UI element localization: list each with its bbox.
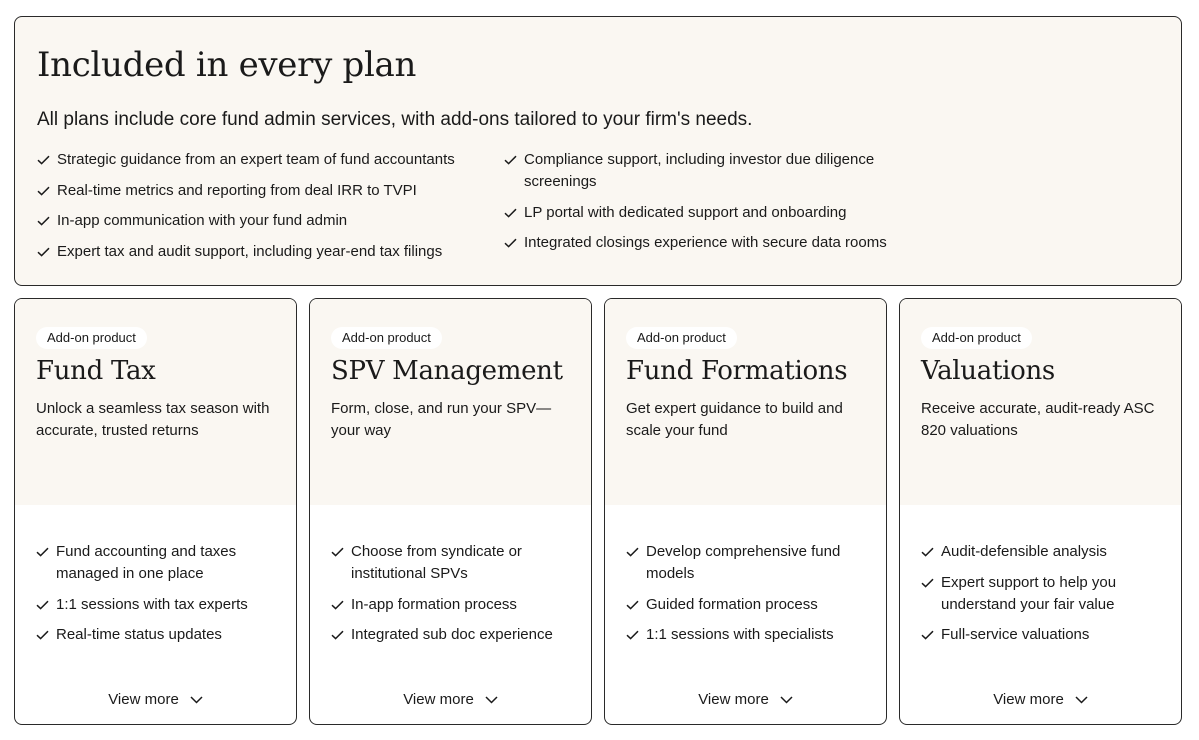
check-icon (37, 180, 57, 202)
card-feature: Develop comprehensive fund models (626, 541, 865, 585)
check-icon (921, 572, 941, 594)
card-feature: Real-time status updates (36, 624, 275, 646)
check-icon (921, 541, 941, 563)
check-icon (36, 541, 56, 563)
view-more-button[interactable] (15, 689, 296, 711)
check-icon (37, 210, 57, 232)
plan-title: Included in every plan (37, 45, 417, 85)
check-icon (626, 594, 646, 616)
plan-feature: In-app communication with your fund admin (37, 210, 504, 232)
check-icon (504, 202, 524, 224)
card-description: Unlock a seamless tax season with accurate, trusted returns (36, 400, 270, 439)
card-header (15, 299, 296, 505)
included-plan-panel (14, 16, 1182, 286)
check-icon (37, 149, 57, 171)
card-header (900, 299, 1181, 505)
addon-card-spv-management (309, 298, 592, 725)
card-title: SPV Management (331, 356, 563, 386)
card-description: Get expert guidance to build and scale your fund (626, 400, 843, 439)
addon-card-fund-tax (14, 298, 297, 725)
chevron-down-icon (485, 696, 498, 704)
view-more-button[interactable] (605, 689, 886, 711)
card-header (605, 299, 886, 505)
card-features (605, 505, 886, 646)
card-feature: 1:1 sessions with tax experts (36, 594, 275, 616)
addon-card-fund-formations (604, 298, 887, 725)
check-icon (921, 624, 941, 646)
plan-feature: Strategic guidance from an expert team of fund accountants (37, 149, 504, 171)
view-more-button[interactable] (310, 689, 591, 711)
addon-badge: Add-on product (626, 327, 737, 349)
card-title: Fund Formations (626, 356, 848, 386)
plan-feature: Integrated closings experience with secure data rooms (504, 232, 904, 254)
chevron-down-icon (780, 696, 793, 704)
card-feature: 1:1 sessions with specialists (626, 624, 865, 646)
card-title: Fund Tax (36, 356, 156, 386)
check-icon (331, 594, 351, 616)
card-features (900, 505, 1181, 646)
card-feature: Fund accounting and taxes managed in one place (36, 541, 275, 585)
plan-features-right (504, 149, 904, 271)
plan-feature: Real-time metrics and reporting from deal IRR to TVPI (37, 180, 504, 202)
card-description: Receive accurate, audit-ready ASC 820 valuations (921, 400, 1155, 439)
addon-card-valuations (899, 298, 1182, 725)
chevron-down-icon (190, 696, 203, 704)
view-more-label: View more (108, 691, 179, 708)
card-feature: Audit-defensible analysis (921, 541, 1160, 563)
card-feature: Full-service valuations (921, 624, 1160, 646)
check-icon (626, 541, 646, 563)
plan-feature: Expert tax and audit support, including year-end tax filings (37, 241, 504, 263)
card-header (310, 299, 591, 505)
plan-feature-columns (37, 149, 1159, 271)
check-icon (36, 624, 56, 646)
card-title: Valuations (921, 356, 1055, 386)
card-description: Form, close, and run your SPV—your way (331, 400, 552, 439)
addon-badge: Add-on product (36, 327, 147, 349)
addon-badge: Add-on product (331, 327, 442, 349)
card-feature: Integrated sub doc experience (331, 624, 570, 646)
card-features (15, 505, 296, 646)
check-icon (504, 149, 524, 171)
view-more-label: View more (698, 691, 769, 708)
view-more-label: View more (403, 691, 474, 708)
card-features (310, 505, 591, 646)
check-icon (504, 232, 524, 254)
card-feature: Choose from syndicate or institutional SPVs (331, 541, 570, 585)
view-more-label: View more (993, 691, 1064, 708)
check-icon (331, 541, 351, 563)
plan-subtitle: All plans include core fund admin services, with add-ons tailored to your firm's needs. (37, 109, 753, 130)
check-icon (626, 624, 646, 646)
check-icon (331, 624, 351, 646)
card-feature: In-app formation process (331, 594, 570, 616)
plan-feature: LP portal with dedicated support and onboarding (504, 202, 904, 224)
plan-feature: Compliance support, including investor due diligence screenings (504, 149, 904, 193)
plan-features-left (37, 149, 504, 271)
check-icon (36, 594, 56, 616)
view-more-button[interactable] (900, 689, 1181, 711)
card-feature: Expert support to help you understand your fair value (921, 572, 1160, 616)
check-icon (37, 241, 57, 263)
chevron-down-icon (1075, 696, 1088, 704)
card-feature: Guided formation process (626, 594, 865, 616)
addon-badge: Add-on product (921, 327, 1032, 349)
